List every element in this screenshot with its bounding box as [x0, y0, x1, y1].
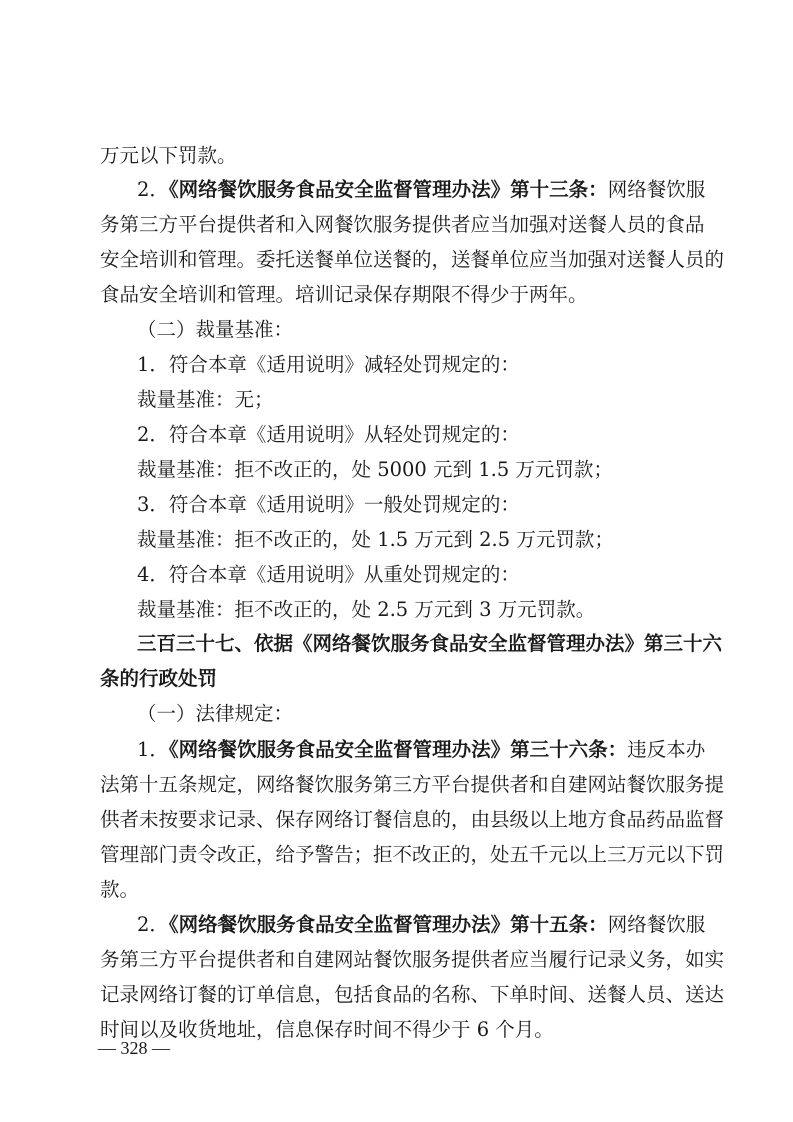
text-line: 裁量基准：拒不改正的，处 1.5 万元到 2.5 万元罚款；: [137, 528, 614, 551]
text-line: 安全培训和管理。委托送餐单位送餐的，送餐单位应当加强对送餐人员的: [100, 248, 725, 271]
article-paragraph-start: [137, 178, 706, 202]
section-heading: （二）裁量基准：: [137, 318, 294, 341]
text-run: 网络餐饮服: [607, 913, 706, 936]
article-citation: 《网络餐饮服务食品安全监督管理办法》第三十六条：: [168, 738, 628, 761]
item-number: 2．: [137, 913, 169, 936]
text-line: 时间以及收货地址，信息保存时间不得少于 6 个月。: [100, 1018, 554, 1041]
text-run: 网络餐饮服: [607, 178, 706, 201]
text-line: 记录网络订餐的订单信息，包括食品的名称、下单时间、送餐人员、送达: [100, 983, 725, 1006]
text-line: 管理部门责令改正，给予警告；拒不改正的，处五千元以上三万元以下罚: [100, 843, 725, 866]
item-number: 2．: [137, 178, 169, 201]
text-run: 违反本办: [627, 738, 706, 761]
text-line: 务第三方平台提供者和自建网站餐饮服务提供者应当履行记录义务，如实: [100, 948, 725, 971]
page-number: — 328 —: [98, 1038, 170, 1058]
text-line: 法第十五条规定，网络餐饮服务第三方平台提供者和自建网站餐饮服务提: [100, 773, 725, 796]
article-paragraph-start: [137, 738, 706, 762]
text-line: 供者未按要求记录、保存网络订餐信息的，由县级以上地方食品药品监督: [100, 808, 725, 831]
text-line: 4．符合本章《适用说明》从重处罚规定的：: [137, 563, 520, 586]
section-heading: （一）法律规定：: [137, 702, 294, 725]
chapter-heading-continued: 条的行政处罚: [100, 667, 218, 690]
chapter-heading: 三百三十七、依据《网络餐饮服务食品安全监督管理办法》第三十六: [137, 632, 723, 655]
text-line: 2．符合本章《适用说明》从轻处罚规定的：: [137, 423, 520, 446]
text-line: 裁量基准：拒不改正的，处 5000 元到 1.5 万元罚款；: [137, 458, 613, 481]
text-line: 裁量基准：无；: [137, 388, 274, 411]
text-line: 1．符合本章《适用说明》减轻处罚规定的：: [137, 353, 520, 376]
text-line: 3．符合本章《适用说明》一般处罚规定的：: [137, 493, 520, 516]
text-line: 务第三方平台提供者和入网餐饮服务提供者应当加强对送餐人员的食品: [100, 213, 705, 236]
text-line: 食品安全培训和管理。培训记录保存期限不得少于两年。: [100, 283, 588, 306]
article-citation: 《网络餐饮服务食品安全监督管理办法》第十三条：: [168, 178, 608, 201]
text-line: 裁量基准：拒不改正的，处 2.5 万元到 3 万元罚款。: [137, 598, 596, 621]
article-citation: 《网络餐饮服务食品安全监督管理办法》第十五条：: [168, 913, 608, 936]
article-paragraph-start: [137, 913, 706, 937]
text-line: 万元以下罚款。: [100, 144, 237, 167]
text-line: 款。: [100, 878, 140, 901]
item-number: 1．: [137, 738, 169, 761]
